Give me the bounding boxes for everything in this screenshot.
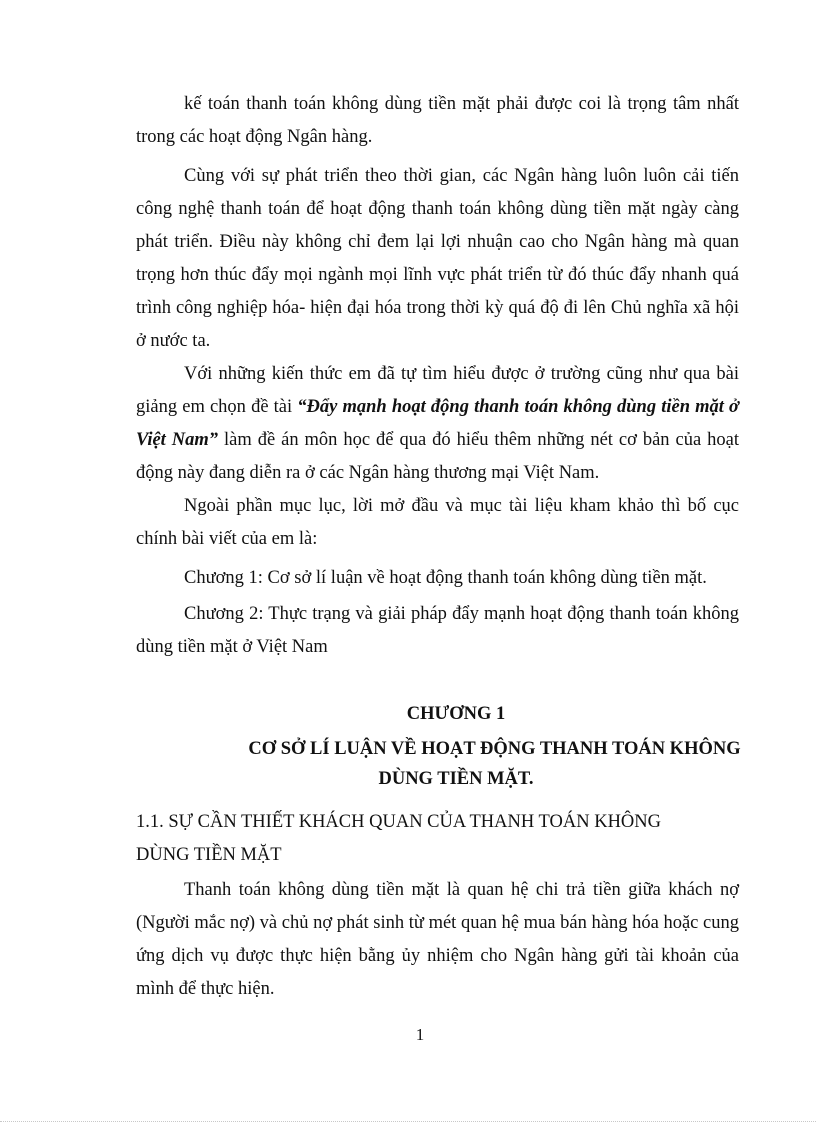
body-paragraph bbox=[136, 358, 739, 490]
section-heading-line: DÙNG TIỀN MẶT bbox=[136, 845, 282, 865]
chapter-list-item bbox=[136, 562, 739, 595]
thesis-title: mặt ở Việt Nam” bbox=[136, 397, 739, 450]
text-line: Thanh toán không dùng tiền mặt là quan hệ chi trả tiền giữa khách nợ bbox=[184, 880, 739, 900]
section-heading-line: 1.1. SỰ CẦN THIẾT KHÁCH QUAN CỦA THANH TOÁN KHÔNG bbox=[136, 812, 662, 832]
chapter-title-line: DÙNG TIỀN MẶT. bbox=[378, 769, 534, 789]
section-heading-continued bbox=[136, 839, 739, 872]
body-paragraph bbox=[136, 160, 739, 358]
page-bottom-divider bbox=[0, 1121, 816, 1122]
text-line: Với những kiến thức em đã tự tìm hiểu được ở trường cũng như qua bài bbox=[184, 364, 739, 384]
text-line: chính bài viết của em là: bbox=[136, 529, 318, 549]
text-line: quá trình công nghiệp hóa- hiện đại hóa trong thời kỳ quá độ đi lên Chủ nghĩa bbox=[136, 265, 739, 318]
chapter-list-item bbox=[136, 598, 739, 664]
text-line: Chương 2: Thực trạng và giải pháp đẩy mạnh hoạt động thanh toán bbox=[184, 604, 688, 624]
body-paragraph bbox=[136, 490, 739, 556]
text-line: không dùng tiền mặt ở Việt Nam bbox=[136, 604, 739, 657]
body-paragraph bbox=[136, 874, 739, 1006]
text-line: của mình để thực hiện. bbox=[136, 946, 739, 999]
text-line: công nghệ thanh toán để hoạt động thanh toán không dùng tiền mặt ngày càng bbox=[136, 199, 739, 219]
text-line: trọng hơn thúc đẩy mọi ngành mọi lĩnh vực phát triển từ đó thúc đẩy nhanh bbox=[136, 265, 707, 285]
chapter-title bbox=[136, 733, 816, 766]
text-line: làm đề án môn học để qua đó hiểu thêm những nét cơ bản bbox=[224, 430, 670, 450]
text-line: trong các hoạt động Ngân hàng. bbox=[136, 127, 373, 147]
chapter-label: CHƯƠNG 1 bbox=[406, 704, 506, 724]
text-line: xã hội ở nước ta. bbox=[136, 298, 740, 351]
chapter-title-line: CƠ SỞ LÍ LUẬN VỀ HOẠT ĐỘNG THANH TOÁN KHÔNG bbox=[248, 739, 741, 759]
text-line: (Người mắc nợ) và chủ nợ phát sinh từ mét quan hệ mua bán hàng hóa hoặc bbox=[136, 913, 699, 933]
section-heading bbox=[136, 806, 739, 839]
text-line: giảng em chọn đề tài bbox=[136, 397, 293, 417]
chapter-title-continued bbox=[136, 763, 776, 796]
page-number: 1 bbox=[415, 1025, 425, 1044]
text-line: Ngoài phần mục lục, lời mở đầu và mục tài liệu kham khảo thì bố cục bbox=[184, 496, 739, 516]
body-paragraph bbox=[136, 88, 739, 154]
text-line: Chương 1: Cơ sở lí luận về hoạt động thanh toán không dùng tiền mặt. bbox=[184, 568, 707, 588]
text-line: của hoạt động này đang diễn ra ở các Ngân hàng thương mại Việt Nam. bbox=[136, 430, 740, 483]
text-line: kế toán thanh toán không dùng tiền mặt phải được coi là trọng tâm nhất bbox=[184, 94, 739, 114]
text-line: phát triển. Điều này không chỉ đem lại lợi nhuận cao cho Ngân hàng mà quan bbox=[136, 232, 739, 252]
thesis-title: “Đẩy mạnh hoạt động thanh toán không dùng tiền bbox=[297, 397, 690, 417]
text-line: Cùng với sự phát triển theo thời gian, các Ngân hàng luôn luôn cải tiến bbox=[184, 166, 739, 186]
text-line: cung ứng dịch vụ được thực hiện bằng ủy nhiệm cho Ngân hàng gửi tài khoản bbox=[136, 913, 740, 966]
